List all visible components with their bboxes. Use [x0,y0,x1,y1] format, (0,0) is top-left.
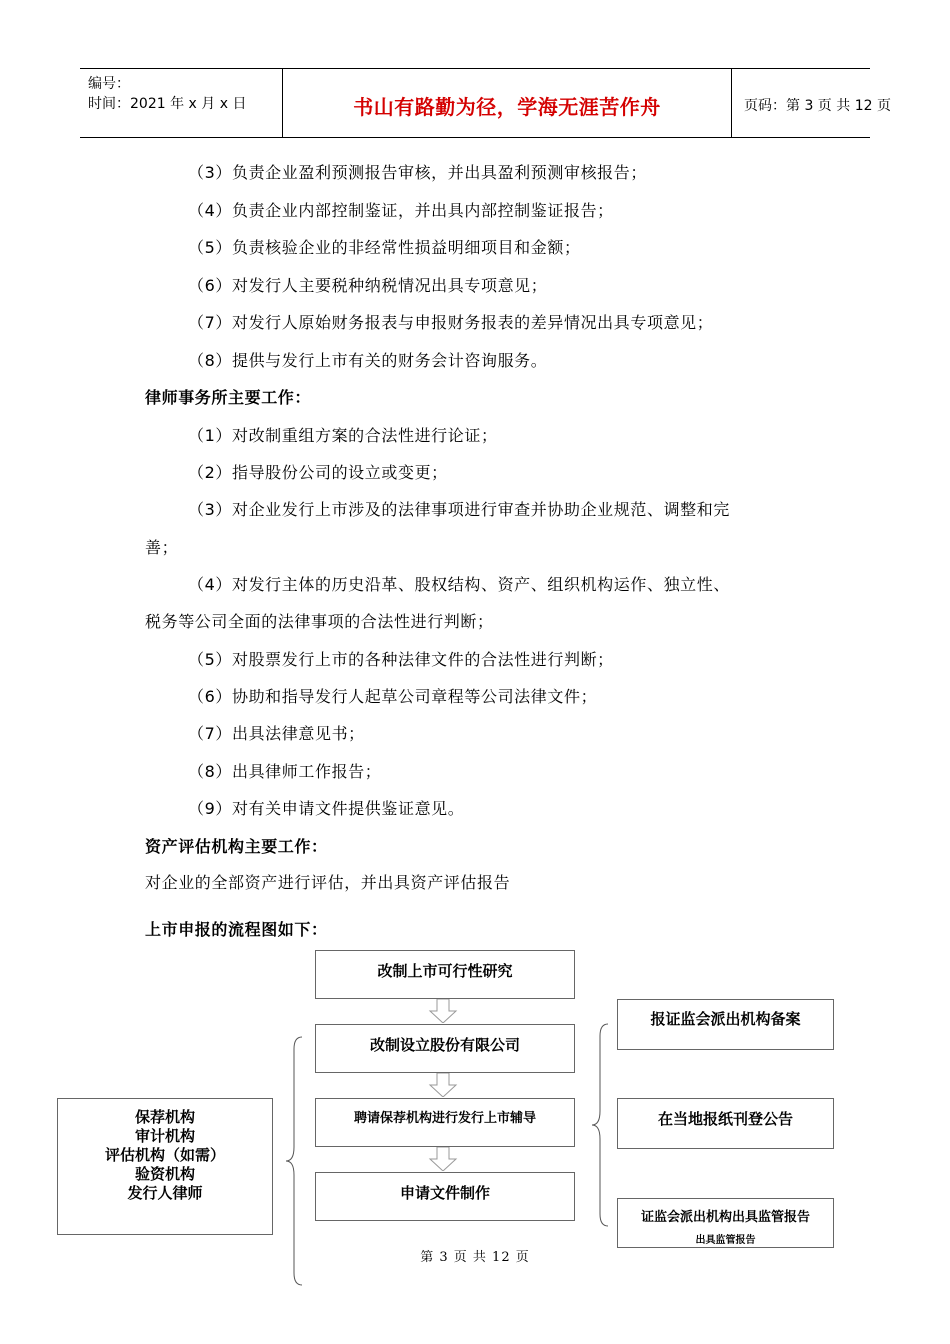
flow-step-label: 改制上市可行性研究 [377,962,513,980]
flow-step-label: 申请文件制作 [399,1184,490,1202]
intermediary-label: 评估机构（如需） [104,1146,225,1164]
appraisal-text: 对企业的全部资产进行评估，并出具资产评估报告 [145,873,511,892]
list-item: （1）对改制重组方案的合法性进行论证； [188,426,498,445]
down-arrow-icon [428,1147,458,1171]
flow-step-2 [315,1024,575,1073]
right-brace-icon [588,1022,612,1228]
right-box-label: 证监会派出机构出具监管报告 [640,1210,810,1225]
appraisal-heading: 资产评估机构主要工作： [145,837,328,856]
list-item: （8）提供与发行上市有关的财务会计咨询服务。 [188,351,548,370]
page-header [80,68,891,138]
list-item: （7）对发行人原始财务报表与申报财务报表的差异情况出具专项意见； [188,313,714,332]
list-item: （9）对有关申请文件提供鉴证意见。 [188,799,465,818]
right-box-sublabel: 出具监管报告 [695,1235,756,1246]
list-item: （5）对股票发行上市的各种法律文件的合法性进行判断； [188,650,614,669]
list-item: （5）负责核验企业的非经常性损益明细项目和金额； [188,238,581,257]
right-box-filing [617,999,834,1050]
page-info: 页码：第 3 页 共 12 页 [744,98,891,114]
list-item: （4）负责企业内部控制鉴证，并出具内部控制鉴证报告； [188,201,614,220]
flow-heading: 上市申报的流程图如下： [145,920,328,939]
list-item: （4）对发行主体的历史沿革、股权结构、资产、组织机构运作、独立性、 [188,575,730,594]
list-item-continued: 善； [145,538,179,557]
motto: 书山有路勤为径，学海无涯苦作舟 [353,95,661,119]
intermediary-label: 发行人律师 [127,1184,203,1202]
intermediaries-box [57,1098,273,1235]
flow-step-label: 改制设立股份有限公司 [369,1036,520,1054]
time-label: 时间：2021 年 x 月 x 日 [88,96,247,112]
flow-step-1 [315,950,575,999]
list-item: （6）协助和指导发行人起草公司章程等公司法律文件； [188,687,598,706]
right-box-label: 报证监会派出机构备案 [650,1010,801,1028]
right-box-announcement [617,1098,834,1149]
header-meta [80,69,282,137]
right-box-label: 在当地报纸刊登公告 [657,1110,793,1128]
intermediary-label: 审计机构 [134,1127,195,1145]
list-item: （3）对企业发行上市涉及的法律事项进行审查并协助企业规范、调整和完 [188,500,730,519]
down-arrow-icon [428,999,458,1023]
list-item: （2）指导股份公司的设立或变更； [188,463,448,482]
list-item-continued: 税务等公司全面的法律事项的合法性进行判断； [145,612,494,631]
list-item: （6）对发行人主要税种纳税情况出具专项意见； [188,276,548,295]
flow-step-label: 聘请保荐机构进行发行上市辅导 [353,1111,536,1126]
page-footer: 第 3 页 共 12 页 [420,1250,530,1265]
list-item: （8）出具律师工作报告； [188,762,382,781]
flow-step-4 [315,1172,575,1221]
list-item: （3）负责企业盈利预测报告审核，并出具盈利预测审核报告； [188,163,647,182]
intermediary-label: 验资机构 [134,1165,195,1183]
right-box-supervision [617,1198,834,1248]
list-item: （7）出具法律意见书； [188,724,365,743]
down-arrow-icon [428,1073,458,1097]
number-label: 编号： [88,76,130,92]
flow-step-3 [315,1098,575,1147]
header-motto-cell [282,69,732,137]
law-heading: 律师事务所主要工作： [145,388,312,407]
header-page-cell [732,69,891,137]
intermediary-label: 保荐机构 [134,1108,195,1126]
